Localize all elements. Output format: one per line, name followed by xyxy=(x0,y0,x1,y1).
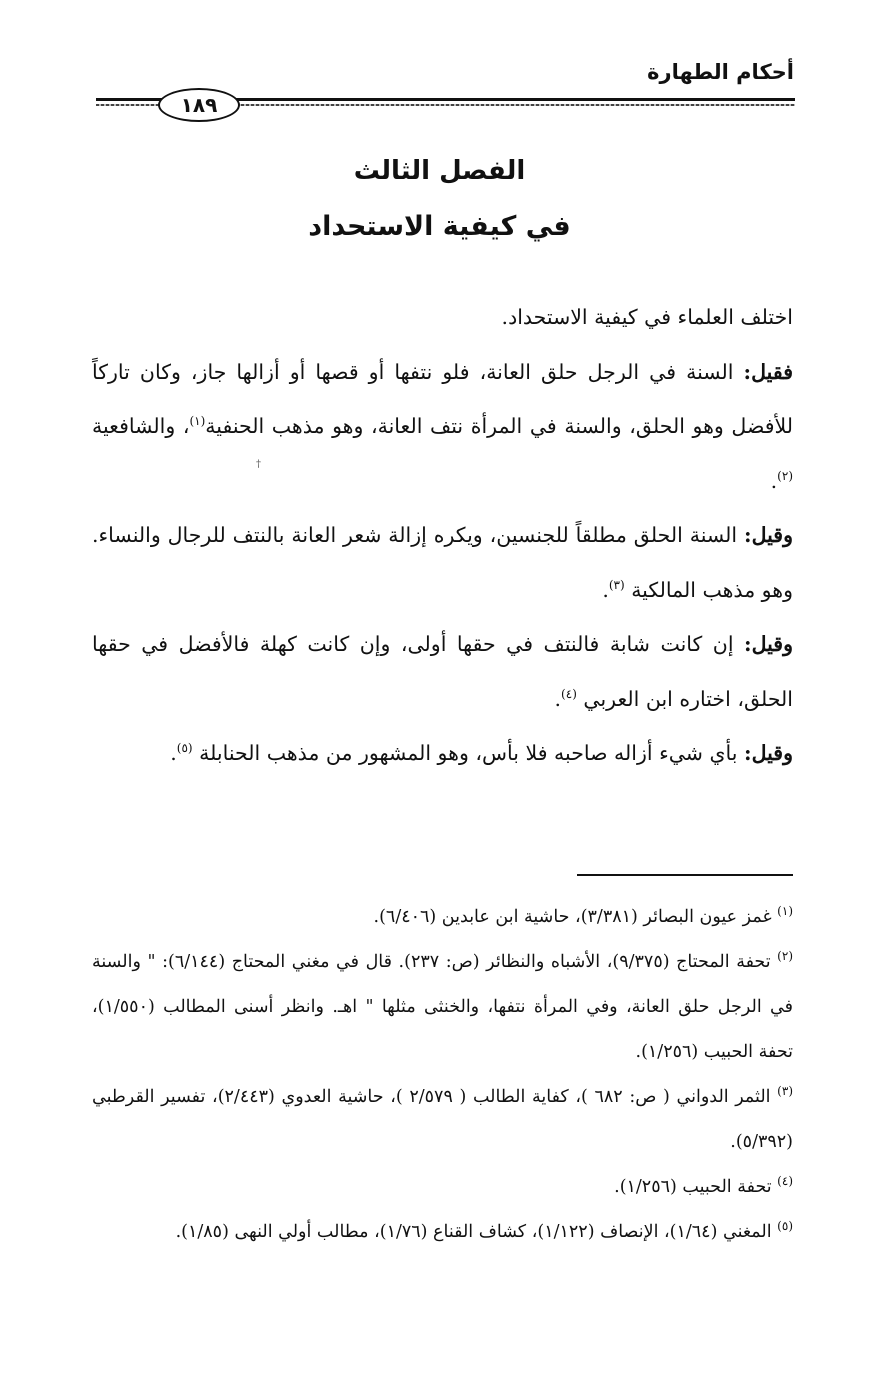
footnote-text: تحفة المحتاج (٩/٣٧٥)، الأشباه والنظائر (ص: ٢٣٧). قال في مغني المحتاج (٦/١٤٤): " والسنة في الرجل حلق العانة، وفي المرأة نتفها، والخنثى مثلها " اهـ. وانظر أسنى المطالب (١/٥٥٠)، تحفة الحبيب (١/٢٥٦). xyxy=(92,952,793,1062)
opinion-paragraph-3 xyxy=(92,617,793,726)
opinion-lead: فقيل: xyxy=(743,359,793,384)
footnote-1 xyxy=(92,895,793,940)
page-number: ١٨٩ xyxy=(158,88,240,122)
intro-paragraph: اختلف العلماء في كيفية الاستحداد. xyxy=(501,305,793,329)
footnote-ref[interactable]: (٤) xyxy=(561,686,577,701)
opinion-lead: وقيل: xyxy=(744,632,793,656)
footnote-ref[interactable]: (٥) xyxy=(176,741,193,756)
footnote-ref[interactable]: (١) xyxy=(189,414,206,429)
opinion-text: إن كانت شابة فالنتف في حقها أولى، وإن كانت كهلة فالأفضل في حقها الحلق، اختاره ابن العربي xyxy=(92,632,793,711)
footnote-4 xyxy=(92,1165,793,1210)
running-title: أحكام الطهارة xyxy=(647,60,794,84)
footnote-5 xyxy=(92,1210,793,1255)
opinion-lead: وقيل: xyxy=(744,523,793,547)
opinion-text: بأي شيء أزاله صاحبه فلا بأس، وهو المشهور من مذهب الحنابلة xyxy=(192,741,745,765)
opinion-paragraph-4 xyxy=(92,726,793,781)
footnote-text: المغني (١/٦٤)، الإنصاف (١/١٢٢)، كشاف القناع (١/٧٦)، مطالب أولي النهى (١/٨٥). xyxy=(175,1222,778,1242)
footnote-text: تحفة الحبيب (١/٢٥٦). xyxy=(614,1177,778,1197)
footnote-number: (٣) xyxy=(777,1084,793,1099)
body-text xyxy=(92,290,793,781)
opinion-text: السنة الحلق مطلقاً للجنسين، ويكره إزالة شعر العانة بالنتف للرجال والنساء. وهو مذهب المالكية xyxy=(92,523,793,602)
opinion-text: السنة في الرجل حلق العانة، فلو نتفها أو قصها أو أزالها جاز، وكان تاركاً للأفضل وهو الحلق، والسنة في المرأة نتف العانة، وهو مذهب الحنفية xyxy=(92,359,794,438)
footnote-ref[interactable]: (٢) xyxy=(777,468,793,483)
footnote-3 xyxy=(92,1075,793,1165)
footnote-number: (٤) xyxy=(777,1174,793,1189)
scan-speck-mark: † xyxy=(256,459,261,470)
chapter-title: الفصل الثالث xyxy=(353,156,526,186)
footnotes xyxy=(92,895,793,1255)
footnote-separator xyxy=(577,874,793,876)
opinion-paragraph-1 xyxy=(92,345,793,509)
footnote-number: (١) xyxy=(777,904,793,919)
opinion-end: . xyxy=(602,577,609,602)
opinion-end: . xyxy=(554,686,562,711)
footnote-2 xyxy=(92,940,793,1075)
opinion-end: . xyxy=(770,468,778,493)
footnote-text: غمز عيون البصائر (٣/٣٨١)، حاشية ابن عابدين (٦/٤٠٦). xyxy=(373,907,778,927)
footnote-number: (٥) xyxy=(777,1219,793,1234)
opinion-end: . xyxy=(170,741,177,765)
opinion-lead: وقيل: xyxy=(744,741,793,765)
footnote-text: الثمر الدواني ( ص: ٦٨٢ )، كفاية الطالب ( ٢/٥٧٩ )، حاشية العدوي (٢/٤٤٣)، تفسير القرطبي (٥/٣٩٢). xyxy=(92,1087,793,1152)
footnote-number: (٢) xyxy=(777,949,793,964)
footnote-ref[interactable]: (٣) xyxy=(608,577,625,592)
chapter-subtitle: في كيفية الاستحداد xyxy=(308,211,571,242)
opinion-paragraph-2 xyxy=(92,508,793,617)
opinion-text: ، والشافعية xyxy=(92,414,190,438)
